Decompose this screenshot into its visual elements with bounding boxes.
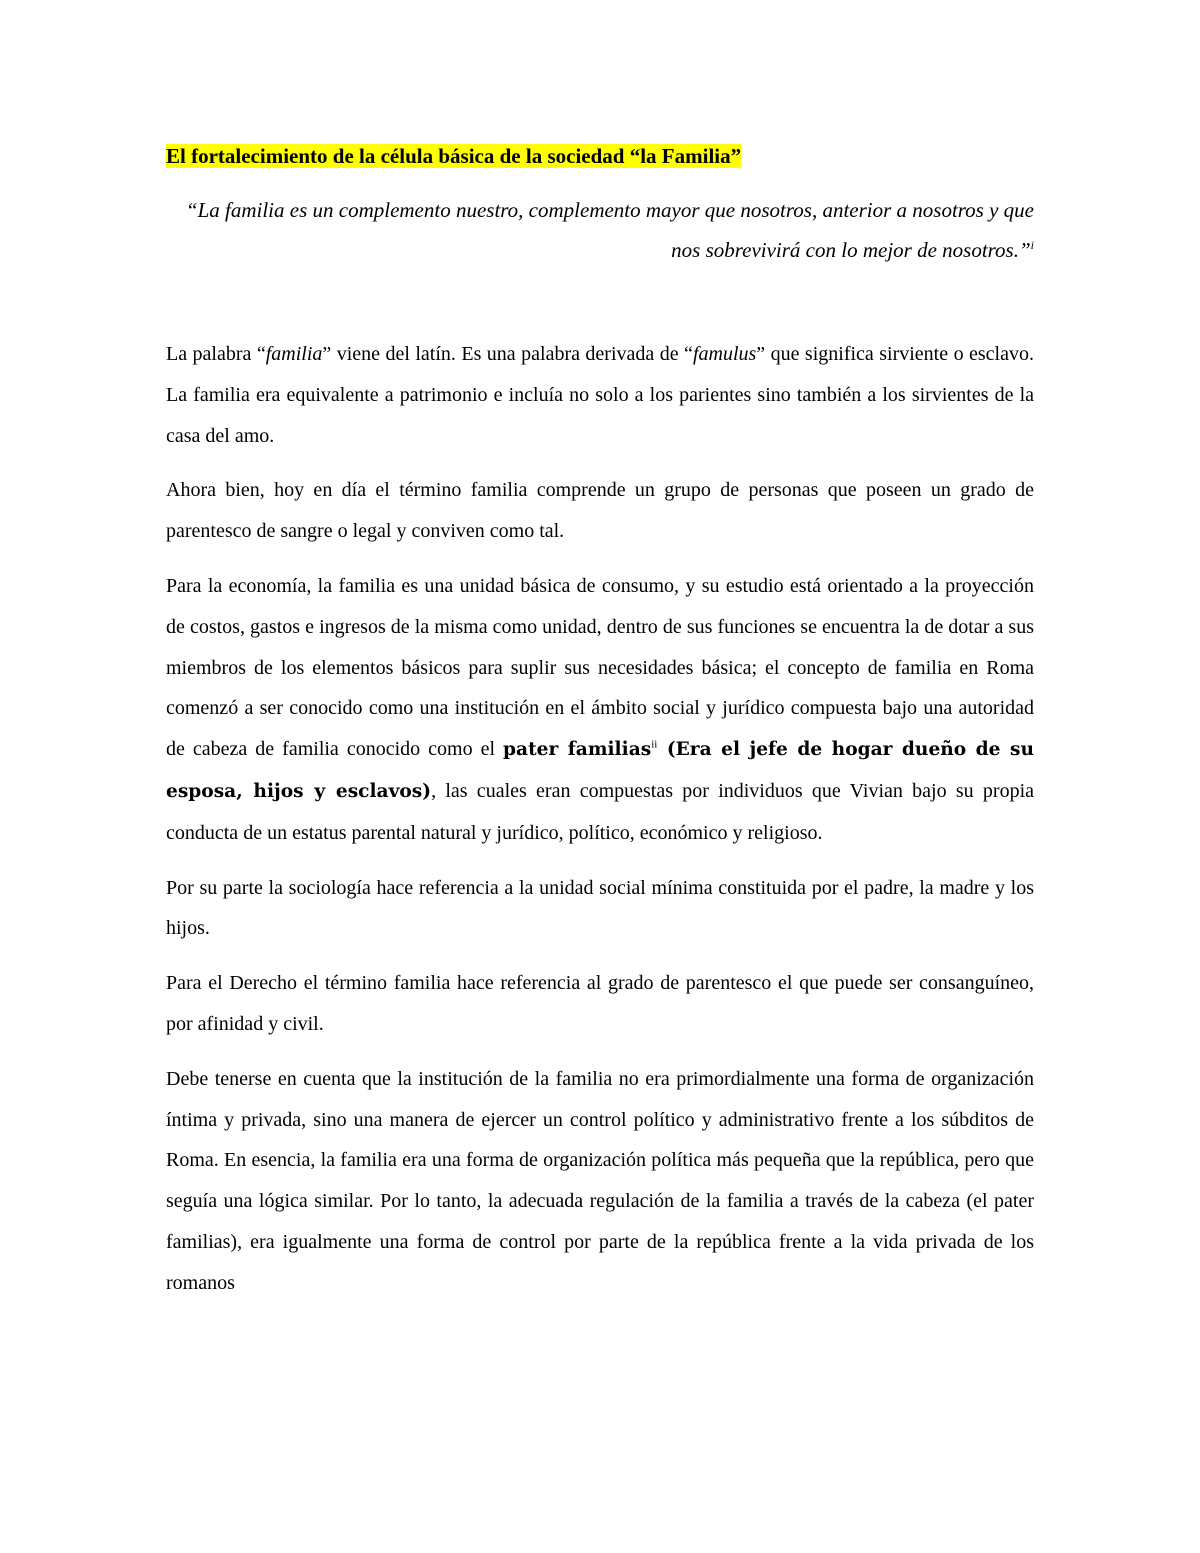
epigraph-text: “La familia es un complemento nuestro, complemento mayor que nosotros, anterior a nosotros y que nos sobrevivirá con lo mejor de nosotros.” — [185, 198, 1034, 262]
paragraph-text: ” viene del latín. Es una palabra derivada de “ — [322, 343, 693, 365]
endnote-marker: i — [1030, 238, 1034, 252]
paragraph-text: La palabra “ — [166, 343, 266, 365]
paragraph-roman-institution: Debe tenerse en cuenta que la institución de la familia no era primordialmente una forma de organización íntima y privada, sino una manera de ejercer un control político y administrativo frente a los súbditos de Roma. En esencia, la familia era una forma de organización política más pequeña que la república, pero que seguía una lógica similar. Por lo tanto, la adecuada regulación de la familia a través de la cabeza (el pater familias), era igualmente una forma de control por parte de la república frente a la vida privada de los romanos — [166, 1067, 1034, 1294]
endnote-marker: ii — [651, 738, 658, 751]
paragraph-etymology — [166, 334, 1034, 456]
paragraph-economy — [166, 566, 1034, 854]
term-familia: familia — [265, 343, 323, 365]
paragraph-text: Para la economía, la familia es una unidad básica de consumo, y su estudio está orientado a la proyección de costos, gastos e ingresos de la misma como unidad, dentro de sus funciones se encuentra la de dotar a sus miembros de los elementos básicos para suplir sus necesidades básica; el concepto de familia en Roma comenzó a ser conocido como una institución en el ámbito social y jurídico compuesta bajo una autoridad de cabeza de familia conocido como el — [166, 574, 1034, 761]
paragraph-sociology: Por su parte la sociología hace referencia a la unidad social mínima constituida por el padre, la madre y los hijos. — [166, 876, 1034, 940]
epigraph-quote — [166, 190, 1034, 270]
document-body — [166, 136, 1034, 1304]
paragraph-text: , las cuales eran compuestas por individuos que Vivian bajo su propia conducta de un estatus parental natural y jurídico, político, económico y religioso. — [166, 779, 1034, 844]
term-famulus: famulus — [692, 343, 757, 365]
paragraph-law: Para el Derecho el término familia hace referencia al grado de parentesco el que puede ser consanguíneo, por afinidad y civil. — [166, 972, 1034, 1035]
paragraph-modern-definition: Ahora bien, hoy en día el término familia comprende un grupo de personas que poseen un grado de parentesco de sangre o legal y conviven como tal. — [166, 479, 1034, 543]
bold-explanation: (Era el jefe de hogar dueño de su esposa, hijos y esclavos) — [166, 739, 1034, 802]
document-title — [166, 136, 1034, 176]
highlighted-title-text: El fortalecimiento de la célula básica de la sociedad “la Familia” — [166, 144, 742, 168]
paragraph-text: ” que significa sirviente o esclavo. La familia era equivalente a patrimonio e incluía no solo a los parientes sino también a los sirvientes de la casa del amo. — [166, 343, 1034, 447]
term-pater-familias: pater familias — [503, 739, 652, 761]
